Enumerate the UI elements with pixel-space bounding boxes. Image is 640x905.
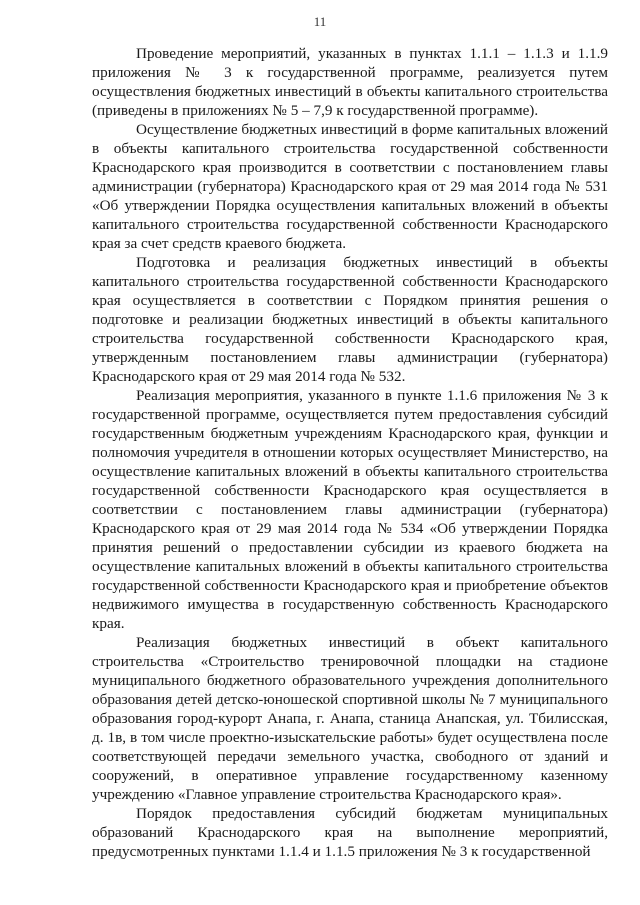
paragraph: Проведение мероприятий, указанных в пунктах 1.1.1 – 1.1.3 и 1.1.9 приложения № 3 к государственной программе, реализуется путем осуществления бюджетных инвестиций в объекты капитального строительства (приведены в приложениях № 5 – 7,9 к государственной программе). — [92, 45, 608, 119]
paragraph: Реализация мероприятия, указанного в пункте 1.1.6 приложения № 3 к государственной программе, осуществляется путем предоставления субсидий государственным бюджетным учреждениям Краснодарского края, функции и полномочия учредителя в отношении которых осуществляет Министерство, на осуществление капитальных вложений в объекты капитального строительства государственной собственности Краснодарского края осуществляется в соответствии с постановлением главы администрации (губернатора) Краснодарского края от 29 мая 2014 года № 534 «Об утверждении Порядка принятия решений о предоставлении субсидии из краевого бюджета на осуществление капитальных вложений в объекты капитального строительства государственной собственности Краснодарского края и приобретение объектов недвижимого имущества в государственную собственность Краснодарского края. — [92, 387, 608, 632]
document-body — [92, 44, 608, 861]
page-number: 11 — [313, 14, 327, 29]
paragraph: Порядок предоставления субсидий бюджетам муниципальных образований Краснодарского края на выполнение мероприятий, предусмотренных пунктами 1.1.4 и 1.1.5 приложения № 3 к государственной — [92, 805, 608, 860]
paragraph: Реализация бюджетных инвестиций в объект капитального строительства «Строительство тренировочной площадки на стадионе муниципального бюджетного образовательного учреждения дополнительного образования детей детско-юношеской спортивной школы № 7 муниципального образования город-курорт Анапа, г. Анапа, станица Анапская, ул. Тбилисская, д. 1в, в том числе проектно-изыскательские работы» будет осуществлена после соответствующей передачи земельного участка, свободного от зданий и сооружений, в оперативное управление государственному казенному учреждению «Главное управление строительства Краснодарского края». — [92, 634, 608, 803]
paragraph: Подготовка и реализация бюджетных инвестиций в объекты капитального строительства государственной собственности Краснодарского края осуществляется в соответствии с Порядком принятия решения о подготовке и реализации бюджетных инвестиций в объекты капитального строительства государственной собственности Краснодарского края, утвержденным постановлением главы администрации (губернатора) Краснодарского края от 29 мая 2014 года № 532. — [92, 254, 608, 385]
paragraph: Осуществление бюджетных инвестиций в форме капитальных вложений в объекты капитального строительства государственной собственности Краснодарского края производится в соответствии с постановлением главы администрации (губернатора) Краснодарского края от 29 мая 2014 года № 531 «Об утверждении Порядка осуществления капитальных вложений в объекты капитального строительства государственной собственности Краснодарского края за счет средств краевого бюджета. — [92, 121, 608, 252]
